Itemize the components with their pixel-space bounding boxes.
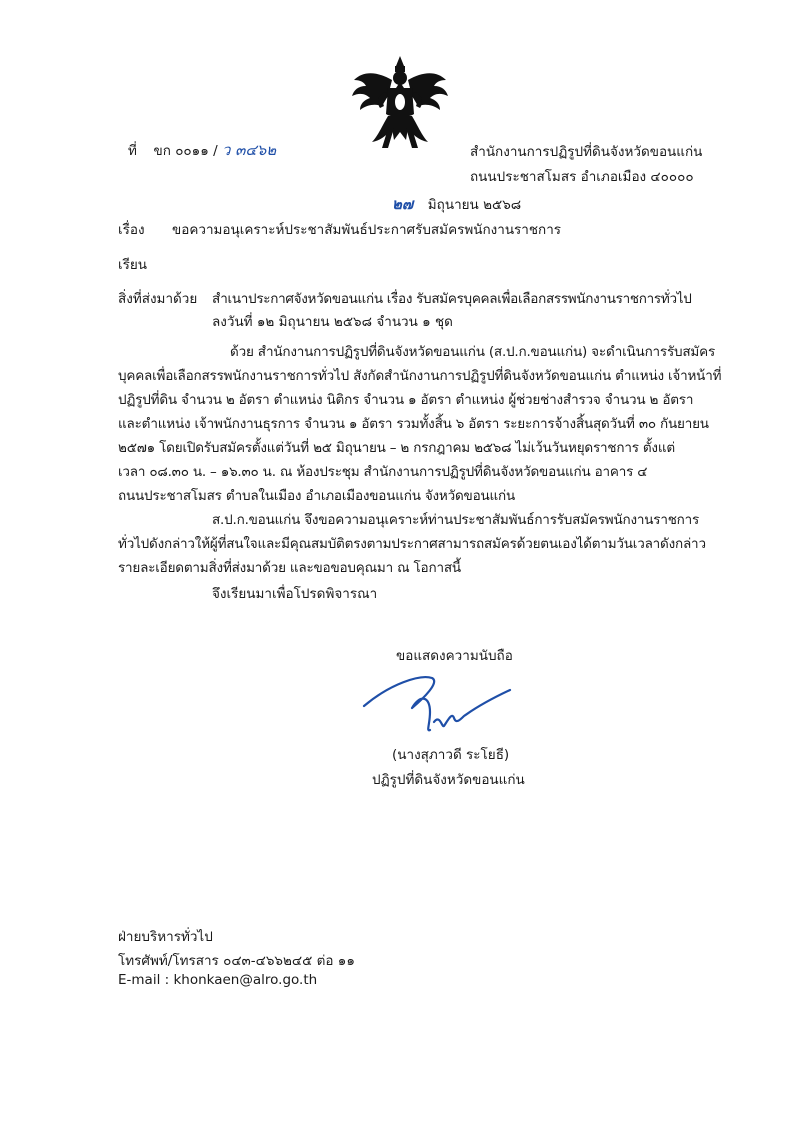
body-paragraph-1-line: และตำแหน่ง เจ้าพนักงานธุรการ จำนวน ๑ อัตรา รวมทั้งสิ้น ๖ อัตรา ระยะการจ้างสิ้นสุดวันที่ ๓๐ กันยายน (118, 416, 709, 432)
garuda-emblem-icon (348, 52, 452, 152)
footer-phone: โทรศัพท์/โทรสาร ๐๔๓-๔๖๖๒๔๕ ต่อ ๑๑ (118, 953, 355, 969)
sender-office: สำนักงานการปฏิรูปที่ดินจังหวัดขอนแก่น (470, 144, 703, 160)
date-day-handwritten: ๒๗ (392, 195, 414, 213)
ref-printed: ขก ๐๐๑๑ / (153, 143, 218, 159)
body-paragraph-1-line: ด้วย สำนักงานการปฏิรูปที่ดินจังหวัดขอนแก่น (ส.ป.ก.ขอนแก่น) จะดำเนินการรับสมัคร (230, 344, 716, 360)
enclosure-label: สิ่งที่ส่งมาด้วย (118, 291, 198, 307)
date-month-year: มิถุนายน ๒๕๖๘ (427, 197, 522, 213)
ref-handwritten: ว ๓๔๖๒ (221, 141, 277, 159)
body-paragraph-2-line: รายละเอียดตามสิ่งที่ส่งมาด้วย และขอขอบคุณมา ณ โอกาสนี้ (118, 560, 461, 576)
body-paragraph-1-line: บุคคลเพื่อเลือกสรรพนักงานราชการทั่วไป สังกัดสำนักงานการปฏิรูปที่ดินจังหวัดขอนแก่น ตำแหน่ง เจ้าหน้าที่ (118, 368, 722, 384)
regards: ขอแสดงความนับถือ (396, 648, 513, 664)
body-paragraph-2-line: ทั่วไปดังกล่าวให้ผู้ที่สนใจและมีคุณสมบัติตรงตามประกาศสามารถสมัครด้วยตนเองได้ตามวันเวลาดังกล่าว (118, 536, 706, 552)
footer-email: E-mail : khonkaen@alro.go.th (118, 972, 318, 988)
signer-name: (นางสุภาวดี ระโยธี) (392, 747, 510, 763)
body-paragraph-1-line: ปฏิรูปที่ดิน จำนวน ๒ อัตรา ตำแหน่ง นิติกร จำนวน ๑ อัตรา ตำแหน่ง ผู้ช่วยช่างสำรวจ จำนวน ๒ อัตรา (118, 392, 694, 408)
reference-number (128, 138, 276, 162)
body-paragraph-1-line: ถนนประชาสโมสร ตำบลในเมือง อำเภอเมืองขอนแก่น จังหวัดขอนแก่น (118, 488, 516, 504)
footer-department: ฝ่ายบริหารทั่วไป (118, 929, 213, 945)
enclosure-line-1: สำเนาประกาศจังหวัดขอนแก่น เรื่อง รับสมัครบุคคลเพื่อเลือกสรรพนักงานราชการทั่วไป (212, 291, 692, 307)
subject-text: ขอความอนุเคราะห์ประชาสัมพันธ์ประกาศรับสมัครพนักงานราชการ (172, 222, 562, 238)
body-paragraph-2-line: ส.ป.ก.ขอนแก่น จึงขอความอนุเคราะห์ท่านประชาสัมพันธ์การรับสมัครพนักงานราชการ (212, 512, 700, 528)
body-paragraph-1-line: ๒๕๗๑ โดยเปิดรับสมัครตั้งแต่วันที่ ๒๕ มิถุนายน – ๒ กรกฎาคม ๒๕๖๘ ไม่เว้นวันหยุดราชการ ตั้งแต่ (118, 440, 675, 456)
subject-label: เรื่อง (118, 222, 145, 238)
closing-request: จึงเรียนมาเพื่อโปรดพิจารณา (212, 586, 378, 602)
enclosure-line-2: ลงวันที่ ๑๒ มิถุนายน ๒๕๖๘ จำนวน ๑ ชุด (212, 314, 453, 330)
ref-prefix: ที่ (128, 143, 137, 159)
to-label: เรียน (118, 257, 148, 273)
body-paragraph-1-line: เวลา ๐๘.๓๐ น. – ๑๖.๓๐ น. ณ ห้องประชุม สำนักงานการปฏิรูปที่ดินจังหวัดขอนแก่น อาคาร ๔ (118, 464, 648, 480)
sender-address: ถนนประชาสโมสร อำเภอเมือง ๔๐๐๐๐ (470, 169, 694, 185)
letter-date (392, 192, 521, 216)
handwritten-signature (360, 668, 530, 738)
signer-position: ปฏิรูปที่ดินจังหวัดขอนแก่น (372, 772, 525, 788)
